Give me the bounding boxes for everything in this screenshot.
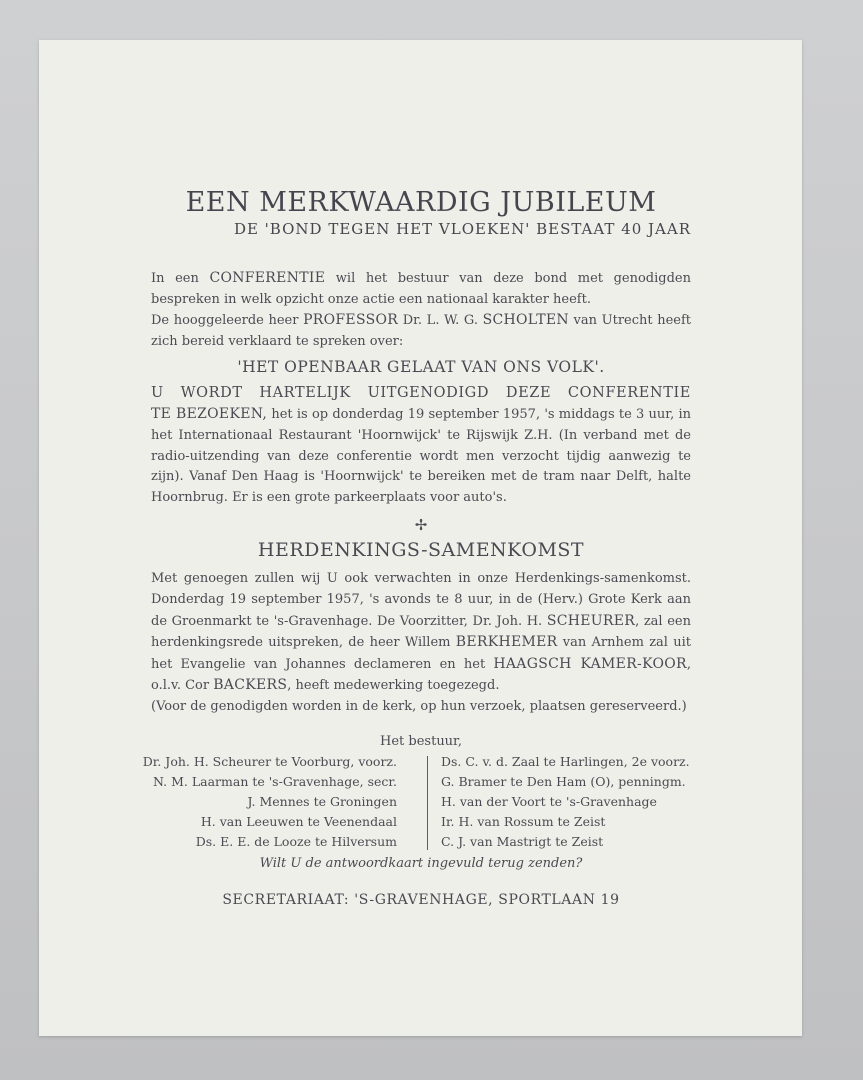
board-left-column — [107, 752, 397, 852]
column-divider — [427, 756, 428, 850]
board-member: G. Bramer te Den Ham (O), penningm. — [441, 773, 686, 789]
speaker-paragraph: De hooggeleerde heer PROFESSOR Dr. L. W. G. SCHOLTEN van Utrecht heeft zich bereid verklaard te spreken over: — [151, 312, 692, 349]
document-title: EEN MERKWAARDIG JUBILEUM — [185, 187, 657, 218]
reply-card-request: Wilt U de antwoordkaart ingevuld terug zenden? — [259, 855, 583, 871]
reservation-note: (Voor de genodigden worden in de kerk, op hun verzoek, plaatsen gereserveerd.) — [151, 698, 687, 714]
board-member: Dr. Joh. H. Scheurer te Voorburg, voorz. — [142, 753, 397, 769]
board-member: Ds. C. v. d. Zaal te Harlingen, 2e voorz. — [441, 753, 690, 769]
board-member: H. van der Voort te 's-Gravenhage — [441, 793, 657, 809]
board-right-column — [441, 752, 731, 852]
secretariat-address: SECRETARIAAT: 'S-GRAVENHAGE, SPORTLAAN 19 — [222, 891, 620, 908]
board-member: Ds. E. E. de Looze te Hilversum — [195, 833, 397, 849]
lecture-title: 'HET OPENBAAR GELAAT VAN ONS VOLK'. — [237, 358, 605, 377]
section-title: HERDENKINGS-SAMENKOMST — [257, 539, 585, 562]
invitation-card — [39, 40, 802, 1036]
commemoration-paragraph: Met genoegen zullen wij U ook verwachten in onze Herdenkings-samenkomst. Donderdag 19 september 1957, 's avonds te 8 uur, in de (Herv.) Grote Kerk aan de Groenmarkt te 's-Gravenhage. De Voorzitter, Dr. Joh. H. SCHEURER, zal een herdenkingsrede uitspreken, de heer Willem BERKHEMER van Arnhem zal uit het Evangelie van Johannes declameren en het HAAGSCH KAMER-KOOR, o.l.v. Cor BACKERS, heeft medewerking toegezegd. — [151, 571, 691, 694]
board-member: Ir. H. van Rossum te Zeist — [441, 813, 606, 829]
invitation-heading: U WORDT HARTELIJK UITGENODIGD DEZE CONFERENTIE — [151, 385, 691, 402]
board-member: N. M. Laarman te 's-Gravenhage, secr. — [153, 773, 397, 789]
document-subtitle: DE 'BOND TEGEN HET VLOEKEN' BESTAAT 40 JAAR — [233, 220, 691, 238]
board-member: H. van Leeuwen te Veenendaal — [200, 813, 397, 829]
card-content — [142, 187, 692, 910]
intro-paragraph: In een CONFERENTIE wil het bestuur van deze bond met genodigden bespreken in welk opzicht onze actie een nationaal karakter heeft. — [151, 270, 691, 307]
invitation-paragraph: TE BEZOEKEN, het is op donderdag 19 september 1957, 's middags te 3 uur, in het Internationaal Restaurant 'Hoornwijck' te Rijswijk Z.H. (In verband met de radio-uitzending van deze conferentie wordt men verzocht tijdig aanwezig te zijn). Vanaf Den Haag is 'Hoornwijck' te bereiken met de tram naar Delft, halte Hoornbrug. Er is een grote parkeerplaats voor auto's. — [151, 406, 691, 505]
board-member: C. J. van Mastrigt te Zeist — [441, 833, 604, 849]
board-members — [121, 752, 721, 852]
board-member: J. Mennes te Groningen — [247, 793, 397, 809]
cross-ornament-icon: ✢ — [414, 516, 428, 535]
board-title: Het bestuur, — [380, 733, 462, 749]
